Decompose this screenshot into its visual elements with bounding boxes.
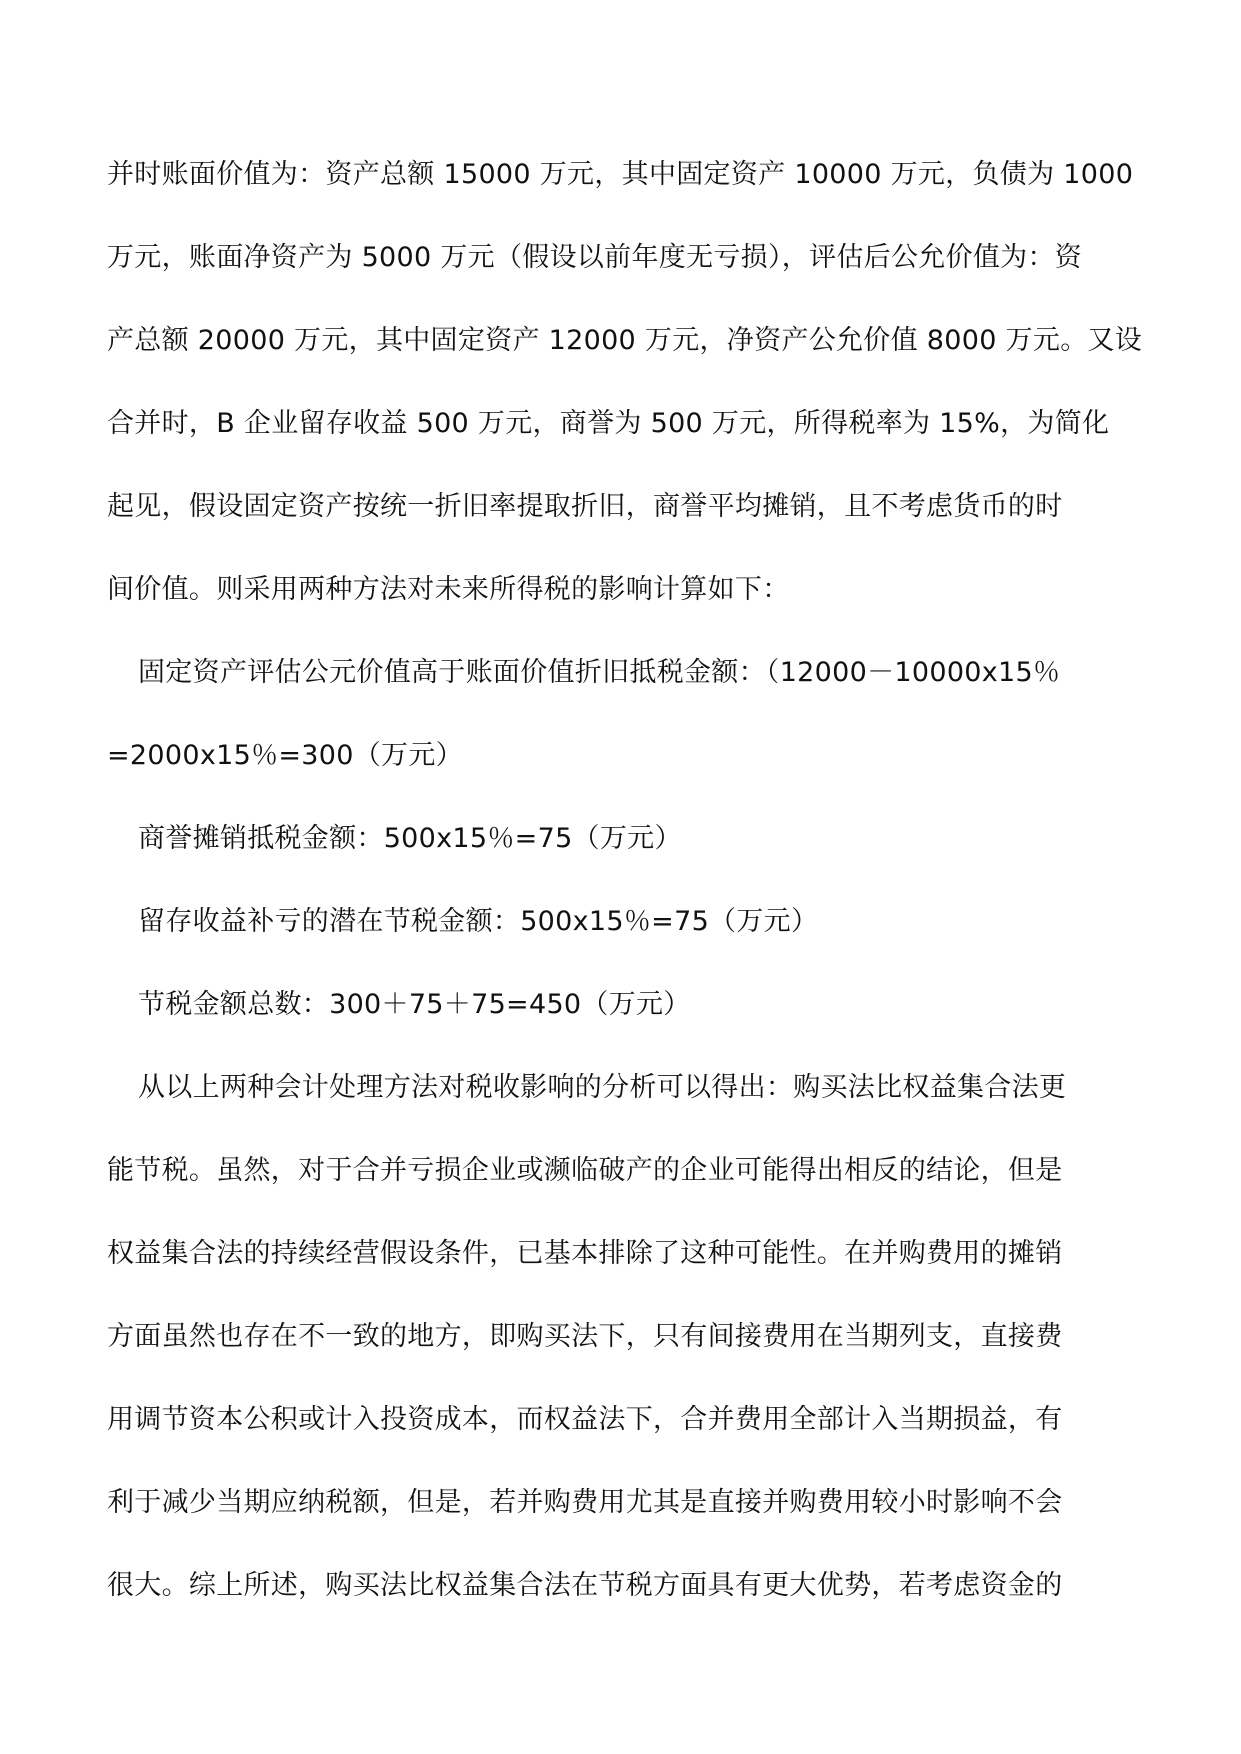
text-line: 产总额 20000 万元，其中固定资产 12000 万元，净资产公允价值 8000 万元。又设 (107, 325, 1143, 356)
text-line: 能节税。虽然，对于合并亏损企业或濒临破产的企业可能得出相反的结论，但是 (107, 1155, 1063, 1186)
text-line: 利于减少当期应纳税额，但是，若并购费用尤其是直接并购费用较小时影响不会 (107, 1487, 1063, 1518)
text-line: 万元，账面净资产为 5000 万元（假设以前年度无亏损），评估后公允价值为：资 (107, 242, 1083, 273)
text-line: 用调节资本公积或计入投资成本，而权益法下，合并费用全部计入当期损益，有 (107, 1404, 1063, 1435)
text-line: 很大。综上所述，购买法比权益集合法在节税方面具有更大优势，若考虑资金的 (107, 1570, 1063, 1601)
text-line: 合并时，B 企业留存收益 500 万元，商誉为 500 万元，所得税率为 15%，为简化 (107, 408, 1110, 439)
text-line: 并时账面价值为：资产总额 15000 万元，其中固定资产 10000 万元，负债为 1000 (107, 159, 1134, 190)
text-line: 方面虽然也存在不一致的地方，即购买法下，只有间接费用在当期列支，直接费 (107, 1321, 1063, 1352)
text-line: 固定资产评估公元价值高于账面价值折旧抵税金额：（12000－10000x15％ (138, 657, 1061, 688)
document-body (107, 155, 1143, 1649)
text-line: 起见，假设固定资产按统一折旧率提取折旧，商誉平均摊销，且不考虑货币的时 (107, 491, 1063, 522)
text-line: 间价值。则采用两种方法对未来所得税的影响计算如下： (107, 574, 790, 605)
text-line: 从以上两种会计处理方法对税收影响的分析可以得出：购买法比权益集合法更 (138, 1072, 1067, 1103)
text-line: 留存收益补亏的潜在节税金额：500x15％=75（万元） (138, 906, 819, 937)
text-line: 节税金额总数：300＋75＋75=450（万元） (138, 989, 691, 1020)
text-line: 商誉摊销抵税金额：500x15％=75（万元） (138, 823, 682, 854)
text-line: =2000x15％=300（万元） (107, 740, 463, 771)
text-line: 权益集合法的持续经营假设条件，已基本排除了这种可能性。在并购费用的摊销 (107, 1238, 1063, 1269)
